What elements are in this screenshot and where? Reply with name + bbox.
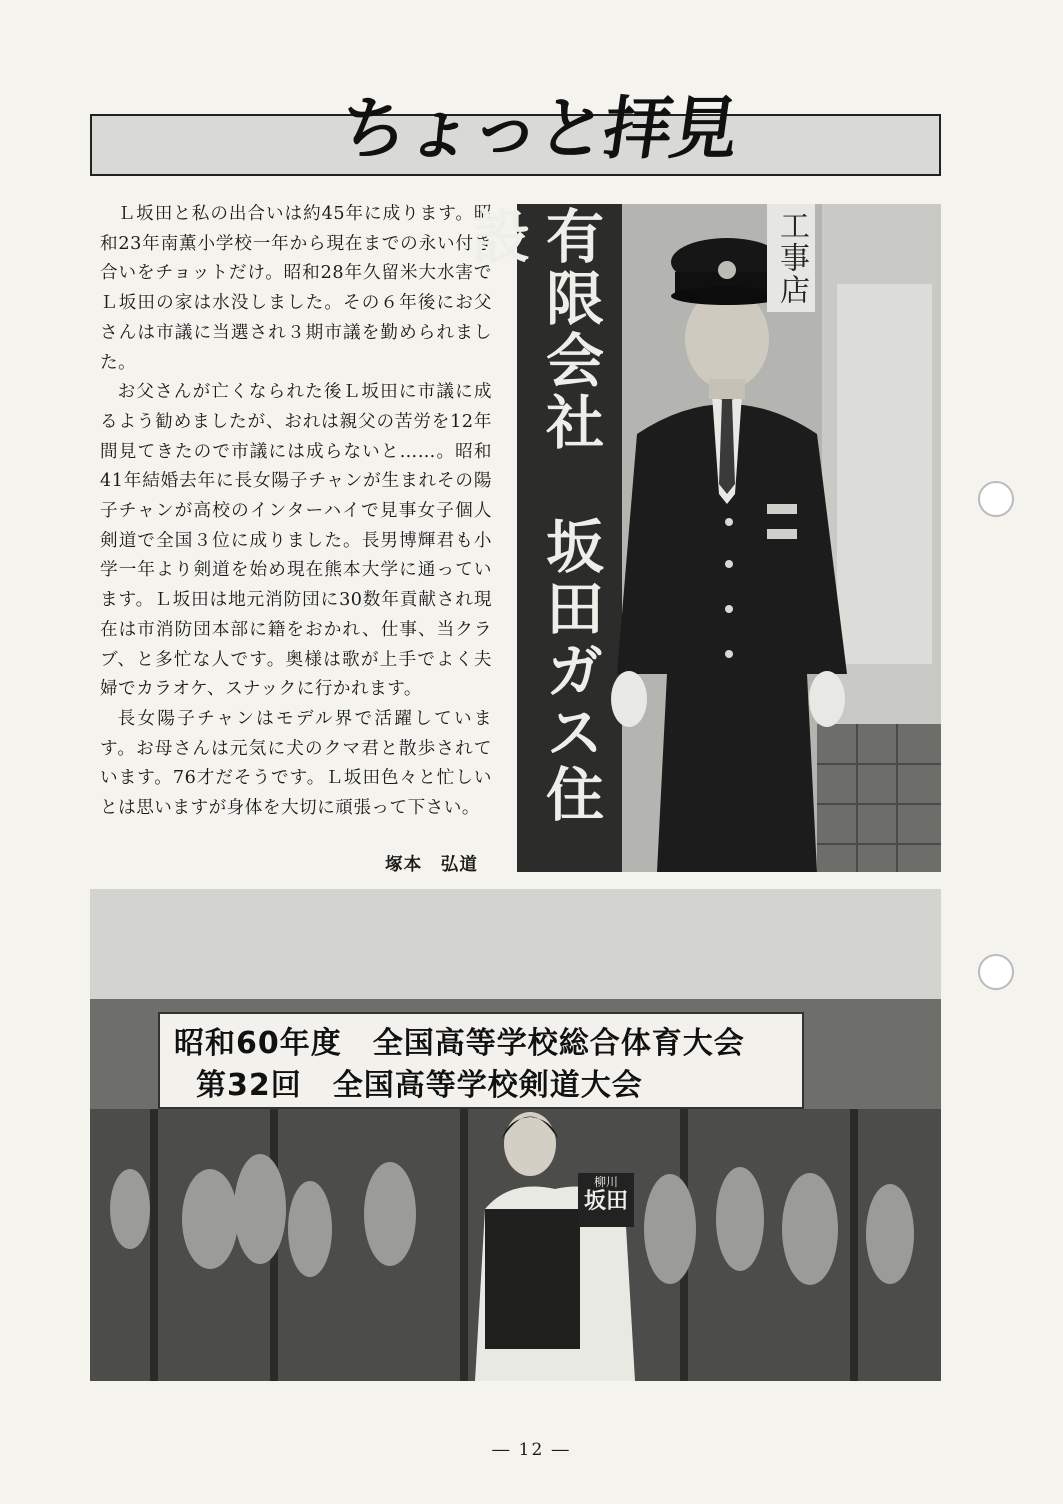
banner-line-2: 第32回 全国高等学校剣道大会 <box>196 1068 643 1103</box>
punch-hole-upper <box>978 481 1014 517</box>
bib-name: 坂田 <box>583 1189 628 1214</box>
portrait-photo <box>462 204 941 872</box>
article-paragraph-1: Ｌ坂田と私の出合いは約45年に成ります。昭和23年南薫小学校一年から現在までの永い付き合いをチョットだけ。昭和28年久留米大水害でＬ坂田の家は水没しました。その６年後にお父さんは市議に当選され３期市議を勤められました。 <box>100 204 492 373</box>
page-title: ちょっと拝見 <box>334 90 742 169</box>
punch-hole-lower <box>978 954 1014 990</box>
tournament-illustration <box>90 889 941 1381</box>
page-number: ― 12 ― <box>492 1440 571 1460</box>
bib-school: 柳川 <box>593 1175 618 1189</box>
storefront-sign: 有限会社 坂田ガス住設 <box>462 206 604 826</box>
article-body <box>100 200 492 824</box>
tournament-banner <box>158 1012 804 1109</box>
article-paragraph-2: お父さんが亡くなられた後Ｌ坂田に市議に成るよう勧めましたが、おれは親父の苦労を12年間見てきたので市議には成らないと……。昭和41年結婚去年に長女陽子チャンが生まれその陽子チャンが高校のインターハイで見事女子個人剣道で全国３位に成りました。長男博輝君も小学一年より剣道を始め現在熊本大学に通っています。Ｌ坂田は地元消防団に30数年貢献され現在は市消防団本部に籍をおかれ、仕事、当クラブ、と多忙な人です。奥様は歌が上手でよく夫婦でカラオケ、スナックに行かれます。 <box>100 382 492 700</box>
banner-line-1: 昭和60年度 全国高等学校総合体育大会 <box>174 1026 745 1061</box>
article-paragraph-3: 長女陽子チャンはモデル界で活躍しています。お母さんは元気に犬のクマ君と散歩されています。76才だそうです。Ｌ坂田色々と忙しいとは思いますが身体を大切に頑張って下さい。 <box>100 708 492 819</box>
author-name: 塚本 弘道 <box>385 855 478 875</box>
tournament-photo <box>90 889 941 1381</box>
kendo-bib <box>578 1173 634 1227</box>
storefront-small-sign: 工事店 <box>767 204 815 312</box>
